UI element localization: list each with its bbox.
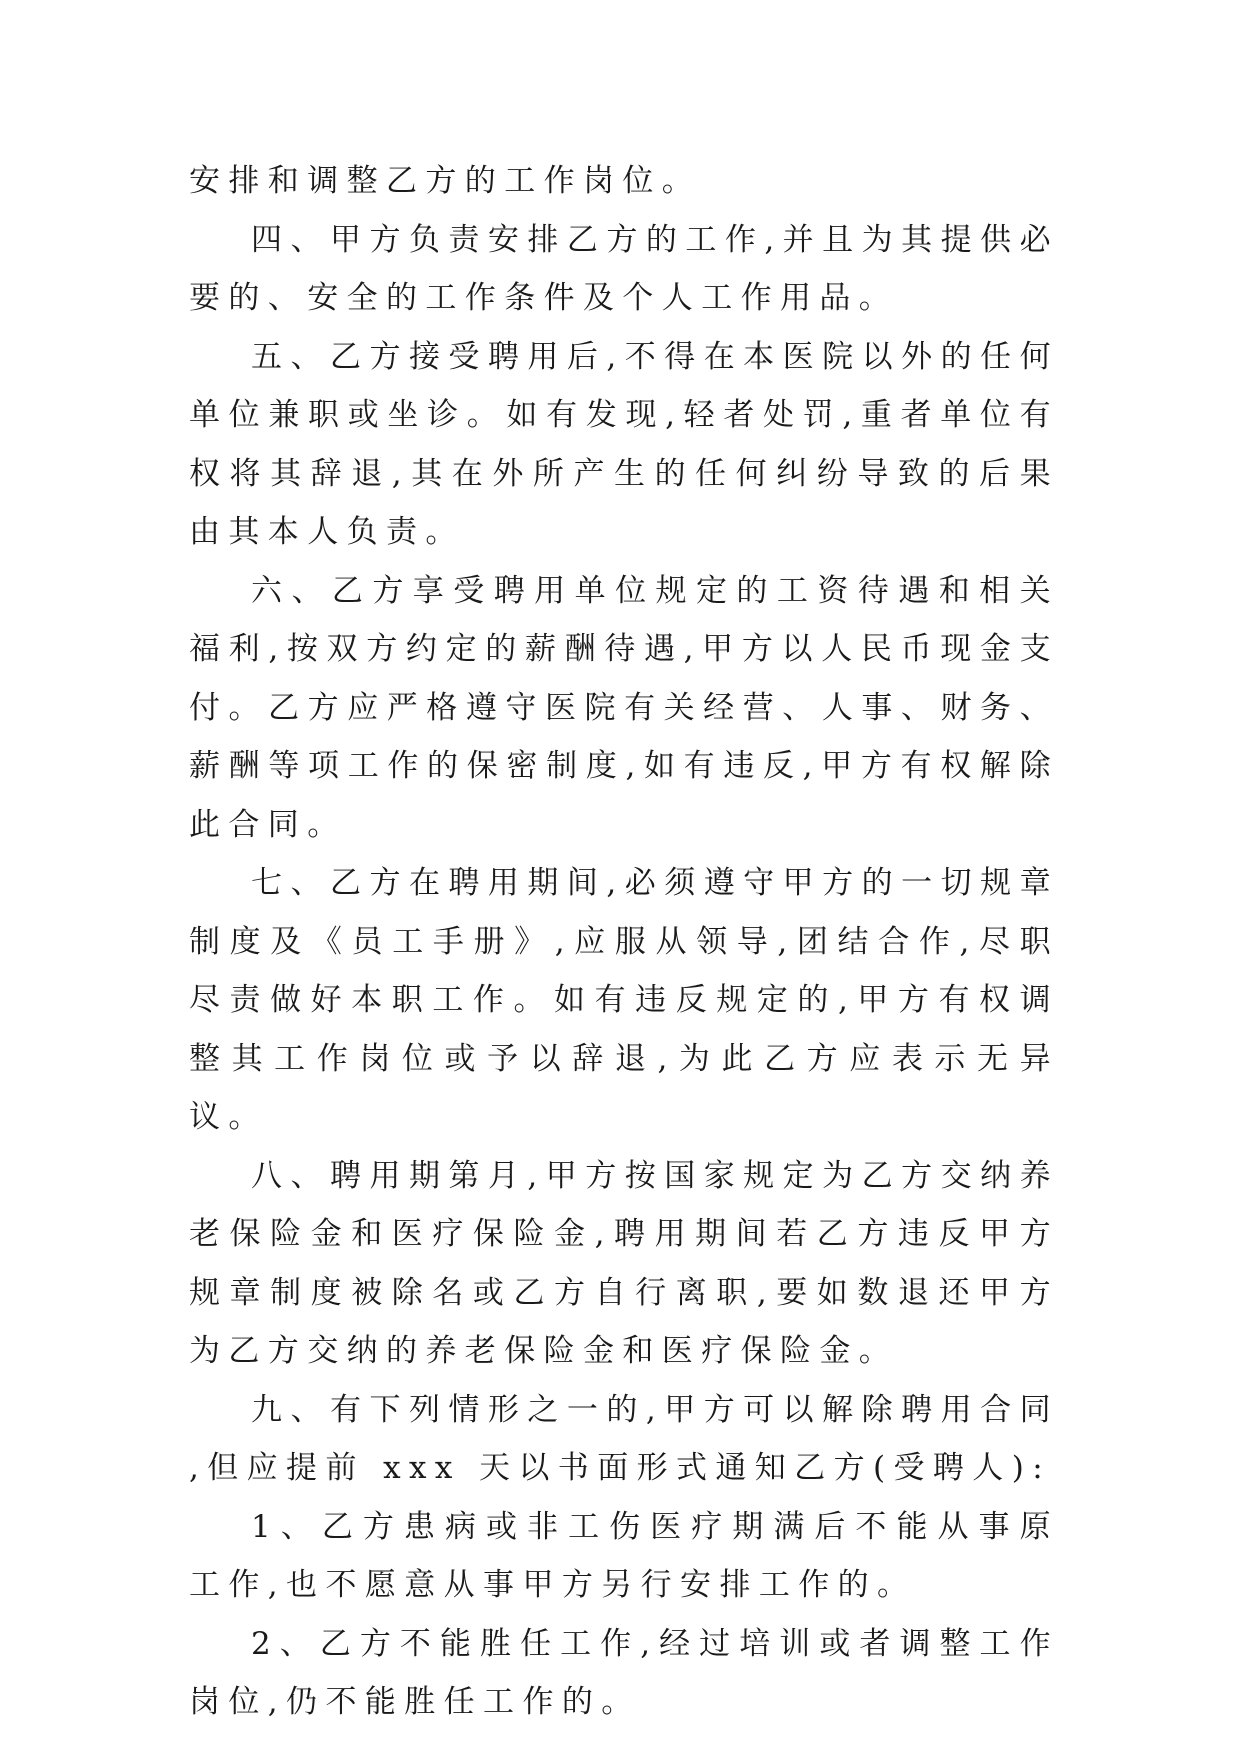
paragraph-clause-7: 七、乙方在聘用期间,必须遵守甲方的一切规章制度及《员工手册》,应服从领导,团结合作,尽职尽责做好本职工作。如有违反规定的,甲方有权调整其工作岗位或予以辞退,为此乙方应表示无异议。 [189, 865, 1059, 1135]
paragraph-clause-4: 四、甲方负责安排乙方的工作,并且为其提供必要的、安全的工作条件及个人工作用品。 [189, 221, 1059, 316]
paragraph-clause-8: 八、聘用期第月,甲方按国家规定为乙方交纳养老保险金和医疗保险金,聘用期间若乙方违反甲方规章制度被除名或乙方自行离职,要如数退还甲方为乙方交纳的养老保险金和医疗保险金。 [189, 1157, 1059, 1369]
paragraph-clause-6: 六、乙方享受聘用单位规定的工资待遇和相关福利,按双方约定的薪酬待遇,甲方以人民币现金支付。乙方应严格遵守医院有关经营、人事、财务、薪酬等项工作的保密制度,如有违反,甲方有权解除此合同。 [189, 572, 1059, 843]
paragraph-clause-5: 五、乙方接受聘用后,不得在本医院以外的任何单位兼职或坐诊。如有发现,轻者处罚,重者单位有权将其辞退,其在外所产生的任何纠纷导致的后果由其本人负责。 [189, 338, 1059, 550]
paragraph-item-1: 1、乙方患病或非工伤医疗期满后不能从事原工作,也不愿意从事甲方另行安排工作的。 [189, 1508, 1059, 1603]
paragraph-clause-9: 九、有下列情形之一的,甲方可以解除聘用合同 ,但应提前 xxx 天以书面形式通知乙方(受聘人): [189, 1391, 1059, 1486]
document-body [189, 152, 1059, 1732]
paragraph-continuation: 安排和调整乙方的工作岗位。 [189, 163, 702, 199]
paragraph-item-2: 2、乙方不能胜任工作,经过培训或者调整工作岗位,仍不能胜任工作的。 [189, 1625, 1059, 1720]
